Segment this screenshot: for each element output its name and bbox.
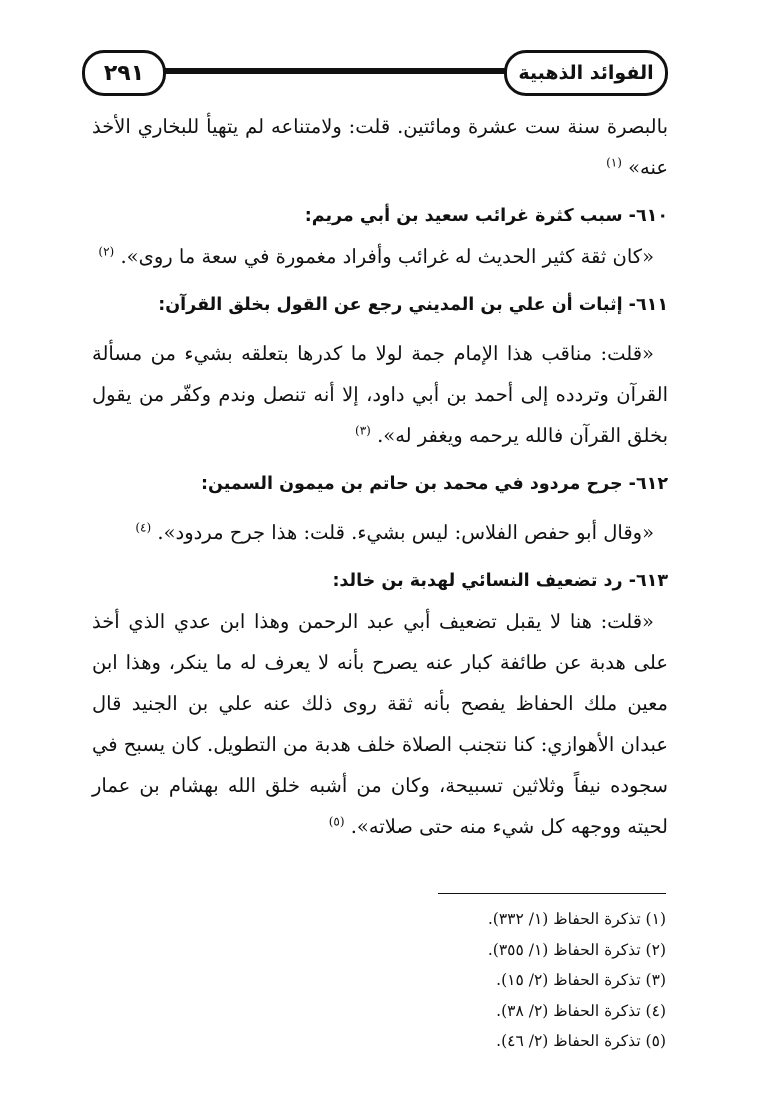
running-title-text: الفوائد الذهبية <box>518 62 654 84</box>
footnote-ref-4: (٤) <box>135 520 152 535</box>
running-title <box>504 50 668 96</box>
footnote-1: (١) تذكرة الحفاظ (١/ ٣٣٢). <box>487 910 666 928</box>
footnote-ref-3: (٣) <box>355 423 371 438</box>
section-text-612 <box>92 512 668 553</box>
footnote-ref-2: (٢) <box>98 244 115 259</box>
intro-line-1: بالبصرة سنة ست عشرة ومائتين. قلت: ولامتناعه لم يتهيأ للبخاري الأخذ <box>92 115 668 138</box>
section-text-610 <box>92 236 668 277</box>
footnotes-list <box>266 904 666 1057</box>
section-text-611-body: «قلت: مناقب هذا الإمام جمة لولا ما كدرها بتعلقه بشيء من مسألة القرآن وتردده إلى أحمد بن أبي داود، إلا أنه تنصل وندم وكفّر من يقول بخلق القرآن فالله يرحمه ويغفر له». <box>92 342 668 447</box>
section-heading-612: ٦١٢- جرح مردود في محمد بن حاتم بن ميمون السمين: <box>200 474 668 494</box>
section-heading-610: ٦١٠- سبب كثرة غرائب سعيد بن أبي مريم: <box>304 206 668 226</box>
footnote-4: (٤) تذكرة الحفاظ (٢/ ٣٨). <box>496 1001 666 1020</box>
intro-paragraph <box>92 106 668 147</box>
section-text-613-body: «قلت: هنا لا يقبل تضعيف أبي عبد الرحمن وهذا ابن عدي الذي أخذ على هدبة عن طائفة كبار عنه يصرح بأنه لا يعرف له ما ينكر، وهذا ابن معين ملك الحفاظ يفصح بأنه ثقة روى ذلك عنه علي بن الجنيد قال عبدان الأهوازي: كنا نتجنب الصلاة خلف هدبة من التطويل. كان يسبح في سجوده نيفاً وثلاثين تسبيحة، وكان من أشبه خلق الله بهشام بن عمار لحيته ووجهه كل شيء منه حتى صلاته». <box>92 610 668 838</box>
section-heading-611: ٦١١- إثبات أن علي بن المديني رجع عن القول بخلق القرآن: <box>158 295 668 315</box>
page-number-text: ٢٩١ <box>103 60 145 86</box>
footnote-3: (٣) تذكرة الحفاظ (٢/ ١٥). <box>496 971 666 989</box>
main-text <box>92 106 668 847</box>
footnote-ref-5: (٥) <box>328 814 345 829</box>
page-header <box>82 48 668 98</box>
footnote-2: (٢) تذكرة الحفاظ (١/ ٣٥٥). <box>487 940 666 959</box>
intro-line-2: عنه» <box>628 156 668 179</box>
section-text-613 <box>92 601 668 847</box>
footnote-separator <box>438 893 666 894</box>
section-text-612-body: «وقال أبو حفص الفلاس: ليس بشيء. قلت: هذا جرح مردود». <box>157 521 654 544</box>
section-text-611 <box>92 333 668 456</box>
footnote-5: (٥) تذكرة الحفاظ (٢/ ٤٦). <box>496 1032 666 1050</box>
section-text-610-body: «كان ثقة كثير الحديث له غرائب وأفراد مغمورة في سعة ما روى». <box>120 245 654 268</box>
header-rule <box>152 68 518 74</box>
section-heading-613: ٦١٣- رد تضعيف النسائي لهدبة بن خالد: <box>332 571 668 591</box>
footnote-ref-1: (١) <box>606 155 622 170</box>
intro-paragraph-end <box>92 147 668 188</box>
page-number <box>82 50 166 96</box>
